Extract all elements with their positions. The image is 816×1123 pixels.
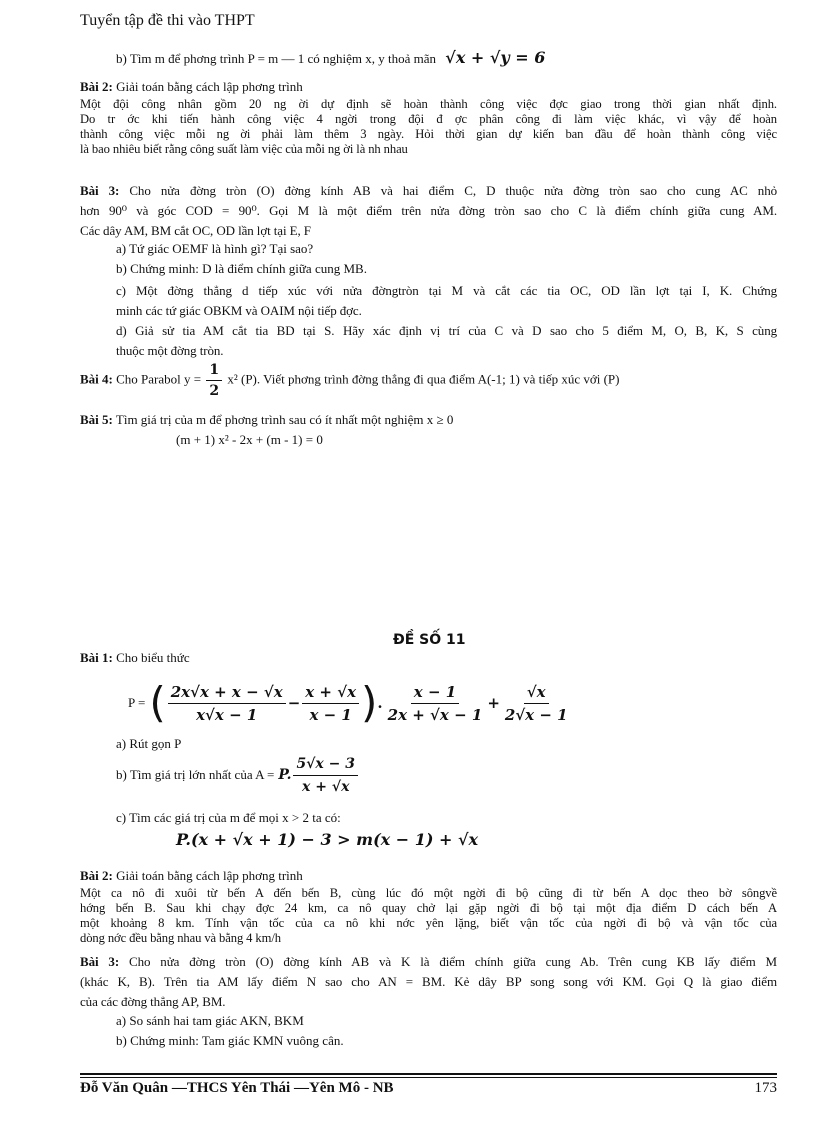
bai5-label: Bài 5: [80, 412, 113, 427]
bai3-paragraph [80, 181, 777, 241]
bai4-fraction-den: 2 [209, 383, 220, 399]
de11-bai3-item-a: a) So sánh hai tam giác AKN, BKM [116, 1013, 304, 1028]
minus-sign: − [287, 694, 301, 712]
fraction-4-den: 2√x − 1 [504, 705, 568, 724]
page [80, 0, 777, 1123]
p-label: P = [128, 695, 146, 710]
page-header: Tuyển tập đề thi vào THPT [80, 12, 255, 29]
fraction-1-den: x√x − 1 [196, 705, 258, 724]
bai3-item-d-line: d) Giả sử tia AM cắt tia BD tại S. Hãy xác định vị trí của C và D sao cho 5 điểm M, O, B, K, S cùng [116, 323, 777, 338]
de11-bai2-line: dòng nớc đều bằng nhau và bằng 4 km/h [80, 931, 281, 945]
de11-item-a: a) Rút gọn P [116, 736, 182, 751]
footer-author: Đỗ Văn Quân —THCS Yên Thái —Yên Mô - NB [80, 1080, 394, 1096]
bai5 [80, 412, 453, 428]
de11-bai3-item-b: b) Chứng minh: Tam giác KMN vuông cân. [116, 1033, 344, 1048]
fraction-3-den: 2x + √x − 1 [387, 705, 483, 724]
de11-item-c: c) Tìm các giá trị của m để mọi x > 2 ta có: [116, 810, 341, 825]
bai4 [80, 362, 619, 399]
bai3-item-d-line: thuộc một đờng tròn. [116, 343, 224, 358]
bai5-text: Tìm giá trị của m để phơng trình sau có ít nhất một nghiệm x ≥ 0 [115, 412, 454, 427]
fraction-4-num: √x [524, 683, 549, 704]
bai3-item-c-line: c) Một đờng thẳng d tiếp xúc với nửa đờngtròn tại M và cắt các tia OC, OD lần lợt tại I, K. Chứng [116, 283, 777, 298]
de11-bai2-text: Giải toán bằng cách lập phơng trình [116, 868, 303, 883]
de11-bai3-line-text: Cho nửa đờng tròn (O) đờng kính AB và K là điểm chính giữa cung Ab. Trên cung KB lấy điểm M [129, 954, 777, 969]
bai3-line-text: Cho nửa đờng tròn (O) đờng kính AB và hai điểm C, D thuộc nửa đờng tròn sao cho cung AC nhỏ [129, 183, 777, 198]
bai3-line: Các dây AM, BM cắt OC, OD lần lợt tại E, F [80, 223, 311, 238]
de11-bai1-label: Bài 1: [80, 650, 113, 665]
section-title: ĐỀ SỐ 11 [393, 632, 466, 648]
dot-operator: . [377, 694, 383, 712]
bai3-item-c [116, 281, 777, 321]
bai5-equation: (m + 1) x² - 2x + (m - 1) = 0 [176, 432, 323, 447]
plus-sign: + [487, 694, 500, 712]
de11-bai3-paragraph [80, 952, 777, 1012]
de11-bai2-line: Một ca nô đi xuôi từ bến A đến bến B, cùng lúc đó một ngời đi bộ cũng đi từ bến A dọc theo bờ sôngvề [80, 886, 777, 900]
footer-rule [80, 1073, 777, 1075]
fraction-4 [502, 683, 571, 724]
bai2-line: Do tr ớc khi tiến hành công việc 4 ngời trong đội đ ợc phân công đi làm việc khác, vì vậy để hoàn [80, 112, 777, 126]
page-number: 173 [754, 1080, 777, 1096]
right-paren: ) [361, 678, 378, 727]
bai2-text: Giải toán bằng cách lập phơng trình [116, 79, 303, 94]
de11-item-b-p: P. [278, 767, 292, 783]
footer-rule-thin [80, 1077, 777, 1078]
bai4-fraction-num: 1 [206, 362, 222, 381]
bai2-line: thành công việc mỗi ng ời phải làm thêm 3 ngày. Hỏi thời gian dự kiến ban đầu để hoàn thành công việc [80, 127, 777, 141]
de11-bai3-line: (khác K, B). Trên tia AM lấy điểm N sao cho AN = BM. Kẻ dây BP song song với KM. Gọi Q là giao điểm [80, 974, 777, 989]
bai3-item-d [116, 321, 777, 361]
bai3-item-a: a) Tứ giác OEMF là hình gì? Tại sao? [116, 241, 314, 256]
bai3-line [80, 181, 777, 201]
fraction-2 [302, 683, 359, 724]
bai2-line: là bao nhiêu biết rằng công suất làm việc của mỗi ng ời là nh nhau [80, 142, 408, 156]
bai2-paragraph [80, 97, 777, 157]
de11-item-b-text: b) Tìm giá trị lớn nhất của A = [116, 767, 275, 782]
de11-bai3-line [80, 952, 777, 972]
de11-item-b [116, 752, 360, 798]
de11-item-b-den: x + √x [302, 778, 350, 795]
de11-bai2-heading [80, 868, 303, 884]
de11-bai1-text: Cho biểu thức [116, 650, 190, 665]
problem-1b [116, 50, 545, 67]
fraction-3 [385, 683, 486, 724]
left-paren: ( [149, 678, 166, 727]
de11-item-b-num: 5√x − 3 [293, 755, 358, 776]
expression-p [128, 672, 573, 734]
problem-1b-math: √x + √y = 6 [445, 48, 546, 67]
fraction-2-num: x + √x [302, 683, 359, 704]
bai2-line: Một đội công nhân gồm 20 ng ời dự định sẽ hoàn thành công việc đợc giao trong thời gian nhất định. [80, 97, 777, 111]
bai4-fraction [206, 362, 222, 399]
de11-bai2-paragraph [80, 886, 777, 946]
de11-bai2-label: Bài 2: [80, 868, 113, 883]
bai3-line: hơn 90⁰ và góc COD = 90⁰. Gọi M là một điểm trên nửa đờng tròn sao cho C là điểm chính giữa cung AM. [80, 203, 777, 218]
de11-bai3-label: Bài 3: [80, 954, 120, 969]
de11-bai2-line: một khoảng 8 km. Tính vận tốc của ca nô khi nớc yên lặng, biết vận tốc của ngời đi bộ và vận tốc của [80, 916, 777, 930]
de11-bai2-line: hớng bến B. Sau khi chạy đợc 24 km, ca nô quay chở lại gặp ngời đi bộ tại một địa điểm D cách bến A [80, 901, 777, 915]
fraction-3-num: x − 1 [411, 683, 459, 704]
fraction-1 [168, 683, 286, 724]
fraction-2-den: x − 1 [309, 705, 352, 724]
bai3-item-b: b) Chứng minh: D là điểm chính giữa cung MB. [116, 261, 367, 276]
de11-bai1-heading [80, 650, 190, 666]
bai3-label: Bài 3: [80, 183, 120, 198]
bai4-pre: Cho Parabol y = [116, 371, 202, 387]
bai2-label: Bài 2: [80, 79, 113, 94]
bai3-item-c-line: minh các tứ giác OBKM và OAIM nội tiếp đợc. [116, 303, 362, 318]
problem-1b-text: b) Tìm m để phơng trình P = m — 1 có nghiệm x, y thoả mãn [116, 51, 437, 66]
de11-bai3-line: của các đờng thẳng AP, BM. [80, 994, 226, 1009]
bai4-label: Bài 4: [80, 371, 113, 387]
bai2-heading [80, 79, 303, 95]
fraction-1-num: 2x√x + x − √x [168, 683, 286, 704]
de11-inequality: P.(x + √x + 1) − 3 > m(x − 1) + √x [176, 830, 479, 849]
bai4-post: x² (P). Viết phơng trình đờng thẳng đi qua điểm A(-1; 1) và tiếp xúc với (P) [227, 371, 620, 387]
de11-item-b-fraction [293, 755, 358, 796]
